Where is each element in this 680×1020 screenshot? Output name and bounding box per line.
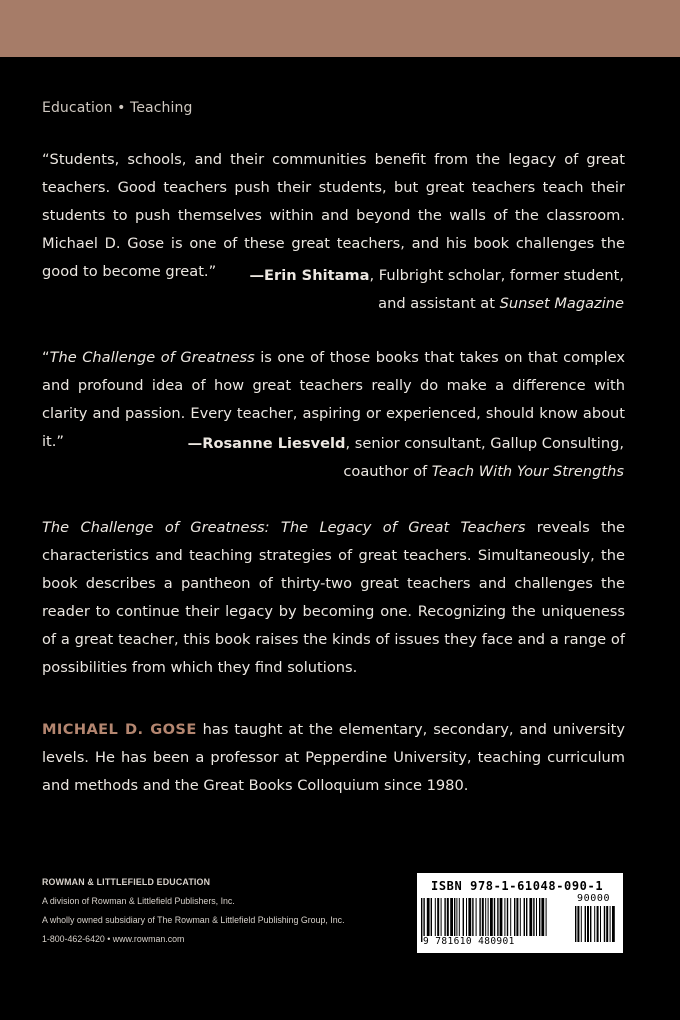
quote-2-attribution: —Rosanne Liesveld, senior consultant, Gallup Consulting, coauthor of Teach With Your Strengths — [187, 435, 624, 480]
quote-2-book: Teach With Your Strengths — [431, 463, 624, 480]
endorsement-quote-2: “The Challenge of Greatness is one of those books that takes on that complex and profound idea of how great teachers really do make a difference with clarity and passion. Every teacher, aspiring or experienced, should know about it.” — [42, 349, 625, 450]
barcode-bar — [587, 906, 589, 942]
quote-2-book-title: The Challenge of Greatness — [49, 349, 255, 366]
barcode-bar — [612, 906, 615, 942]
publisher-name: ROWMAN & LITTLEFIELD EDUCATION — [42, 877, 211, 888]
addon-digits: 90000 — [577, 893, 611, 904]
top-color-band — [0, 0, 680, 57]
barcode-bar — [604, 906, 605, 942]
barcode-bar — [577, 906, 579, 942]
isbn-label: ISBN 978-1-61048-090-1 — [431, 879, 604, 893]
barcode-bar — [581, 906, 582, 942]
addon-barcode-bars — [575, 906, 619, 942]
publisher-contact: 1-800-462-6420 • www.rowman.com — [42, 934, 185, 945]
barcode-bar — [585, 906, 586, 942]
barcode-bar — [590, 906, 591, 942]
publisher-info — [42, 873, 345, 949]
quote-2-text: is one of those books that takes on that complex and profound idea of how great teachers really do make a difference with clarity and passion. Every teacher, aspiring or experienced, should know about it.” — [42, 349, 625, 450]
isbn-barcode — [417, 873, 623, 953]
barcode-bar — [610, 906, 611, 942]
barcode-bar — [600, 906, 601, 942]
barcode-bar — [575, 906, 576, 942]
category-label: Education • Teaching — [42, 100, 193, 116]
quote-1-publication: Sunset Magazine — [499, 295, 624, 312]
barcode-bar — [594, 906, 595, 942]
publisher-subsidiary: A wholly owned subsidiary of The Rowman & Littlefield Publishing Group, Inc. — [42, 915, 345, 926]
book-description: The Challenge of Greatness: The Legacy of Great Teachers reveals the characteristics and teaching strategies of great teachers. Simultaneously, the book describes a pantheon of thirty-two great teachers and challenges the reader to continue their legacy by becoming one. Recognizing the uniqueness of a great teacher, this book raises the kinds of issues they face and a range of possibilities from which they find solutions. — [42, 519, 625, 676]
barcode-bar — [597, 906, 599, 942]
ean-digits: 9 781610 480901 — [423, 936, 569, 947]
quote-1-text: “Students, schools, and their communities benefit from the legacy of great teachers. Good teachers push their students, but great teachers teach their students to push themselves within and beyond the walls of the classroom. Michael D. Gose is one of these great teachers, and his book challenges the good to become great.” — [42, 151, 625, 280]
quote-2-name: Rosanne Liesveld — [202, 435, 346, 452]
description-book-title: The Challenge of Greatness: The Legacy of Great Teachers — [42, 519, 526, 536]
author-bio: MICHAEL D. GOSE has taught at the elementary, secondary, and university levels. He has been a professor at Pepperdine University, teaching curriculum and methods and the Great Books Colloquium since 1980. — [42, 721, 625, 794]
author-name: MICHAEL D. GOSE — [42, 721, 197, 738]
barcode-bar — [606, 906, 608, 942]
quote-1-name: Erin Shitama — [264, 267, 370, 284]
publisher-division: A division of Rowman & Littlefield Publishers, Inc. — [42, 896, 235, 907]
quote-1-attribution: —Erin Shitama, Fulbright scholar, former student, and assistant at Sunset Magazine — [249, 267, 624, 312]
